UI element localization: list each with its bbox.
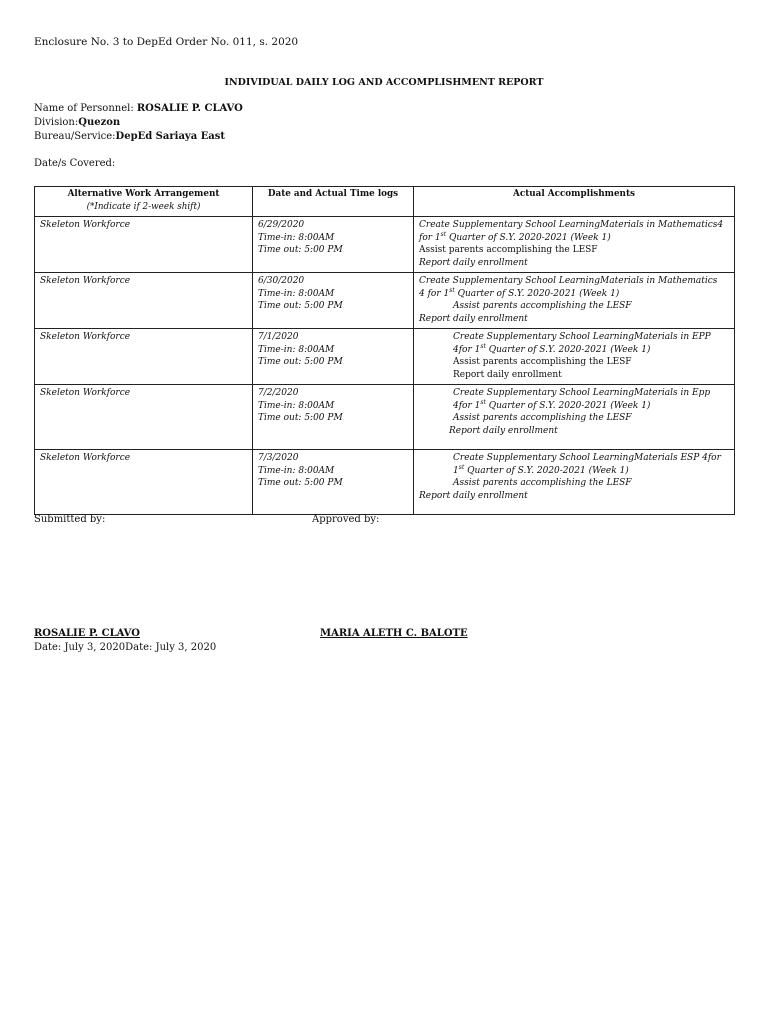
division-label: Division:	[34, 117, 79, 128]
accomplishment-cell	[414, 450, 735, 515]
header-accomplishments: Actual Accomplishments	[414, 187, 735, 217]
personnel-name-line	[34, 103, 243, 114]
division-value: Quezon	[78, 117, 121, 128]
accomplishment-line: Assist parents accomplishing the LESF	[453, 301, 632, 311]
accomplishment-line: Create Supplementary School LearningMaterials in EPP	[453, 332, 711, 342]
accomplishment-line: Create Supplementary School LearningMaterials in Mathematics	[419, 276, 718, 286]
signature-dates: Date: July 3, 2020Date: July 3, 2020	[34, 642, 217, 653]
header-arrangement	[35, 187, 253, 217]
table-row	[35, 329, 735, 385]
accomplishment-line: 4for 1st Quarter of S.Y. 2020-2021 (Week 1)	[453, 342, 651, 355]
header-arrangement-note: (*Indicate if 2-week shift)	[86, 201, 201, 212]
time-log-cell	[253, 273, 414, 329]
name-value: ROSALIE P. CLAVO	[136, 103, 243, 114]
accomplishment-line: Report daily enrollment	[449, 425, 558, 436]
accomplishment-line: Create Supplementary School LearningMaterials in Mathematics4	[419, 220, 724, 230]
arrangement-cell: Skeleton Workforce	[35, 385, 253, 450]
enclosure-note: Enclosure No. 3 to DepEd Order No. 011, s. 2020	[34, 36, 299, 48]
name-label: Name of Personnel:	[34, 103, 137, 114]
division-line	[34, 117, 120, 128]
time-log-cell	[253, 450, 414, 515]
time-in: Time-in: 8:00AM	[258, 232, 335, 243]
accomplishment-line: Report daily enrollment	[419, 490, 528, 501]
time-out: Time out: 5:00 PM	[258, 413, 343, 423]
log-date: 6/29/2020	[258, 220, 305, 230]
accomplishment-line: Assist parents accomplishing the LESF	[419, 245, 598, 255]
dates-covered-label: Date/s Covered:	[34, 158, 116, 169]
accomplishment-cell	[414, 217, 735, 273]
accomplishment-line: 4 for 1st Quarter of S.Y. 2020-2021 (Week 1)	[419, 286, 620, 299]
arrangement-cell: Skeleton Workforce	[35, 450, 253, 515]
accomplishment-cell	[414, 385, 735, 450]
accomplishment-line: Report daily enrollment	[419, 257, 528, 268]
accomplishment-cell	[414, 329, 735, 385]
log-date: 7/1/2020	[258, 332, 299, 342]
time-out: Time out: 5:00 PM	[258, 245, 343, 255]
accomplishment-line: 4for 1st Quarter of S.Y. 2020-2021 (Week 1)	[453, 398, 651, 411]
time-in: Time-in: 8:00AM	[258, 344, 335, 355]
daily-log-table	[34, 186, 735, 515]
table-row	[35, 217, 735, 273]
accomplishment-line: Assist parents accomplishing the LESF	[453, 357, 632, 367]
time-in: Time-in: 8:00AM	[258, 465, 335, 476]
log-date: 6/30/2020	[258, 276, 305, 286]
approver-name: MARIA ALETH C. BALOTE	[320, 628, 468, 639]
time-out: Time out: 5:00 PM	[258, 478, 343, 488]
accomplishment-line: Create Supplementary School LearningMaterials in Epp	[453, 388, 711, 398]
arrangement-cell: Skeleton Workforce	[35, 217, 253, 273]
approved-by-label: Approved by:	[312, 514, 380, 525]
time-out: Time out: 5:00 PM	[258, 301, 343, 311]
report-title: INDIVIDUAL DAILY LOG AND ACCOMPLISHMENT REPORT	[224, 77, 544, 88]
time-in: Time-in: 8:00AM	[258, 400, 335, 411]
submitted-by-label: Submitted by:	[34, 514, 106, 525]
table-header-row	[35, 187, 735, 217]
arrangement-cell: Skeleton Workforce	[35, 273, 253, 329]
log-date: 7/3/2020	[258, 453, 299, 463]
bureau-label: Bureau/Service:	[34, 131, 116, 142]
table-row	[35, 450, 735, 515]
submitter-name: ROSALIE P. CLAVO	[34, 628, 140, 639]
accomplishment-line: Assist parents accomplishing the LESF	[453, 413, 632, 423]
time-log-cell	[253, 217, 414, 273]
header-arrangement-label: Alternative Work Arrangement	[67, 189, 220, 199]
accomplishment-line: Create Supplementary School LearningMaterials ESP 4for	[453, 453, 721, 463]
time-log-cell	[253, 329, 414, 385]
bureau-line	[34, 131, 225, 142]
accomplishment-cell	[414, 273, 735, 329]
accomplishment-line: Report daily enrollment	[453, 369, 562, 380]
bureau-value: DepEd Sariaya East	[115, 131, 226, 142]
accomplishment-line: Report daily enrollment	[419, 313, 528, 324]
table-row	[35, 385, 735, 450]
accomplishment-line: 1st Quarter of S.Y. 2020-2021 (Week 1)	[453, 463, 629, 476]
time-in: Time-in: 8:00AM	[258, 288, 335, 299]
table-row	[35, 273, 735, 329]
time-log-cell	[253, 385, 414, 450]
log-date: 7/2/2020	[258, 388, 299, 398]
accomplishment-line: for 1st Quarter of S.Y. 2020-2021 (Week 1)	[419, 230, 611, 243]
header-time-logs: Date and Actual Time logs	[253, 187, 414, 217]
time-out: Time out: 5:00 PM	[258, 357, 343, 367]
accomplishment-line: Assist parents accomplishing the LESF	[453, 478, 632, 488]
arrangement-cell: Skeleton Workforce	[35, 329, 253, 385]
